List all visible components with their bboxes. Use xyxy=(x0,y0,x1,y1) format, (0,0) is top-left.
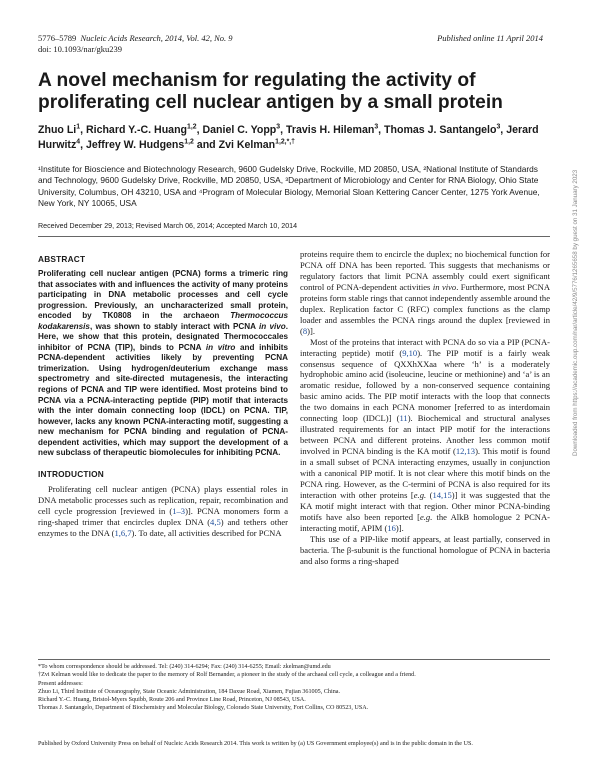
author-affiliation-mark: 1,2,*,† xyxy=(275,138,296,146)
divider xyxy=(38,236,550,237)
abstract-text: Proliferating cell nuclear antigen (PCNA) forms a trimeric ring that associates with and influences the activity of many proteins participating in DNA metabolic processes and cell cycle progression. Previously, an uncharacterized small protein, encoded by TK0808 in the archaeon Thermococcus kodakarensis, was shown to stably interact with PCNA in vivo. Here, we show that this protein, designated Thermococcales inhibitor of PCNA (TIP), binds to PCNA in vitro and inhibits PCNA-dependent activities likely by preventing PCNA trimerization. Using hydrogen/deuterium exchange mass spectrometry and site-directed mutagenesis, the interacting regions of PCNA and TIP were identified. Most proteins bind to PCNA via a PCNA-interacting peptide (PIP) motif that interacts with the inter domain connecting loop (IDCL) on PCNA. TIP, however, lacks any known PCNA-interacting motif, suggesting a new mechanism for PCNA binding and regulation of PCNA-dependent activities, which may support the development of a new subclass of therapeutic biomolecules for inhibiting PCNA. xyxy=(38,269,289,458)
author-name: Zvi Kelman xyxy=(218,139,276,151)
reference-link[interactable]: 11 xyxy=(399,413,408,424)
intro-paragraph-3: This use of a PIP-like motif appears, at least partially, conserved in bacteria. The β-subunit is the functional homologue of PCNA in bacteria and also forms a ring-shaped xyxy=(300,533,550,566)
download-watermark: Downloaded from https://academic.oup.com/nar/article/42/9/5776/1265658 by guest on 31 January 2023 xyxy=(572,170,579,457)
present-address: Richard Y.-C. Huang, Bristol-Myers Squibb, Route 206 and Province Line Road, Princeton, NJ 08543, USA. xyxy=(38,697,306,703)
author-name: Daniel C. Yopp xyxy=(202,124,277,136)
reference-link[interactable]: 14,15 xyxy=(432,489,452,500)
reference-link[interactable]: 16 xyxy=(387,522,396,533)
reference-link[interactable]: 9,10 xyxy=(402,347,418,358)
present-addresses-heading: Present addresses: xyxy=(38,680,83,687)
introduction-heading: INTRODUCTION xyxy=(38,468,105,479)
intro-paragraph-1: Proliferating cell nuclear antigen (PCNA) plays essential roles in DNA metabolic processes such as replication, repair, recombination and cell cycle progression [reviewed in (1–3)]. PCNA monomers form a ring-shaped trimer that encircles duplex DNA (4,5) and tethers other enzymes to the DNA (1,6,7). To date, all activities described for PCNA xyxy=(38,483,288,538)
footnotes xyxy=(38,663,550,713)
author-affiliation-mark: 1,2 xyxy=(184,138,194,146)
abstract-heading: ABSTRACT xyxy=(38,254,86,264)
footnote-divider xyxy=(38,659,550,660)
received-dates: Received December 29, 2013; Revised March 06, 2014; Accepted March 10, 2014 xyxy=(38,222,298,230)
published-date: Published online 11 April 2014 xyxy=(437,33,543,43)
author-affiliation-mark: 3 xyxy=(374,123,379,131)
reference-link[interactable]: 1–3 xyxy=(172,505,186,516)
present-address: Zhuo Li, Third Institute of Oceanography, State Oceanic Administration, 184 Daxue Road, Xiamen, Fujian 361005, China. xyxy=(38,688,341,695)
doi[interactable]: doi: 10.1093/nar/gku239 xyxy=(38,44,123,54)
left-column xyxy=(38,254,288,539)
reference-link[interactable]: 8 xyxy=(302,325,308,336)
author-affiliation-mark: 3 xyxy=(276,123,281,131)
intro-paragraph-1-cont: proteins require them to encircle the duplex; no biochemical function for PCNA off DNA has been reported. This suggests that mechanisms or regulatory factors that limit PCNA assembly could exert significant control of PCNA-dependent activities in vivo. Furthermore, most PCNA proteins form stable rings that cannot independently assemble around the duplex. Replication factor C (RFC) complex functions as the clamp loader and assembles the PCNA rings around the duplex [reviewed in (8)]. xyxy=(300,249,551,336)
reference-link[interactable]: 4,5 xyxy=(210,516,221,527)
author-affiliation-mark: 3 xyxy=(496,123,501,131)
author-list: Zhuo Li$^1$, Richard Y.-C. Huang$^{1,2}$, Daniel C. Yopp$^3$, Travis H. Hileman$^3$, Thomas J. Santangelo$^3$, Jerard Hurwitz$^4$, Jeffrey W. Hudgens$^{1,2}$ and Zvi Kelman$^{1,2,*,\dagger}$ xyxy=(38,123,539,151)
present-address: Thomas J. Santangelo, Department of Biochemistry and Molecular Biology, Colorado State University, Fort Collins, CO 80523, USA. xyxy=(38,705,369,712)
publisher-note: Published by Oxford University Press on behalf of Nucleic Acids Research 2014. This work is written by (a) US Government employee(s) and is in the public domain in the US. xyxy=(38,741,473,747)
dedication-note: †Zvi Kelman would like to dedicate the paper to the memory of Rolf Bernander, a pioneer in the study of the archaeal cell cycle, a colleague and a friend. xyxy=(38,672,416,679)
author-affiliation-mark: 4 xyxy=(76,138,81,146)
reference-link[interactable]: 12,13 xyxy=(455,446,476,457)
intro-paragraph-2: Most of the proteins that interact with PCNA do so via a PIP (PCNA-interacting peptide) motif (9,10). The PIP motif is a fairly weak consensus sequence of QXXhXXaa where ‘h’ is a moderately hydrophobic amino acid (isoleucine, leucine or methionine) and ‘a’ is an aromatic residue, followed by a non-conserved sequence containing basic amino acids. The PIP motif interacts with the loop that connects the two domains in each PCNA monomer [referred to as interdomain connecting loop (IDCL)] (11). Biochemical and structural analyses illustrated requirements for an intact PIP motif for the interactions between PCNA and different proteins. Another less common motif involved in PCNA binding is the KA motif (12,13). This motif is found in a small subset of PCNA interacting enzymes, usually in conjunction with a canonical PIP motif. It is not clear where this motif binds on the PCNA ring. However, as the C-termini of PCNA is also required for its interaction with other proteins [e.g. (14,15)] it was suggested that the KA motif might interact with that region. Other minor PCNA-binding motifs have also been reported [e.g. the AlkB homologue 2 PCNA-interacting motif, APIM (16)]. xyxy=(300,336,551,533)
author-name: Zhuo Li xyxy=(38,124,77,136)
journal-citation: Nucleic Acids Research, 2014, Vol. 42, No. 9 xyxy=(80,33,233,43)
author-name: Travis H. Hileman xyxy=(285,124,375,136)
author-name: Jerard Hurwitz xyxy=(38,124,539,151)
correspondence-note: *To whom correspondence should be addressed. Tel: (240) 314-6294; Fax: (240) 314-6255; Email: zkelman@umd.edu xyxy=(38,664,331,670)
article-title: A novel mechanism for regulating the activity of proliferating cell nuclear antigen by a small protein xyxy=(38,70,503,113)
affiliations: ¹Institute for Bioscience and Biotechnology Research, 9600 Gudelsky Drive, Rockville, MD 20850, USA, ²National Institute of Standards and Technology, 9600 Gudelsky Drive, Rockville, MD 20850, USA, ³Department of Microbiology and Center for RNA Biology, Ohio State University, Columbus, OH 43210, USA and ⁴Program of Molecular Biology, Memorial Sloan Kettering Cancer Center, 1275 York Avenue, New York, NY 10065, USA xyxy=(38,164,540,208)
author-name: Richard Y.-C. Huang xyxy=(85,124,188,136)
author-name: Jeffrey W. Hudgens xyxy=(85,139,185,151)
author-affiliation-mark: 1 xyxy=(76,123,81,131)
reference-link[interactable]: 1,6,7 xyxy=(114,527,132,538)
page-range: 5776–5789 xyxy=(38,33,77,43)
author-name: Thomas J. Santangelo xyxy=(384,124,497,136)
right-column xyxy=(300,249,550,567)
running-header xyxy=(38,33,233,55)
author-affiliation-mark: 1,2 xyxy=(187,123,197,131)
